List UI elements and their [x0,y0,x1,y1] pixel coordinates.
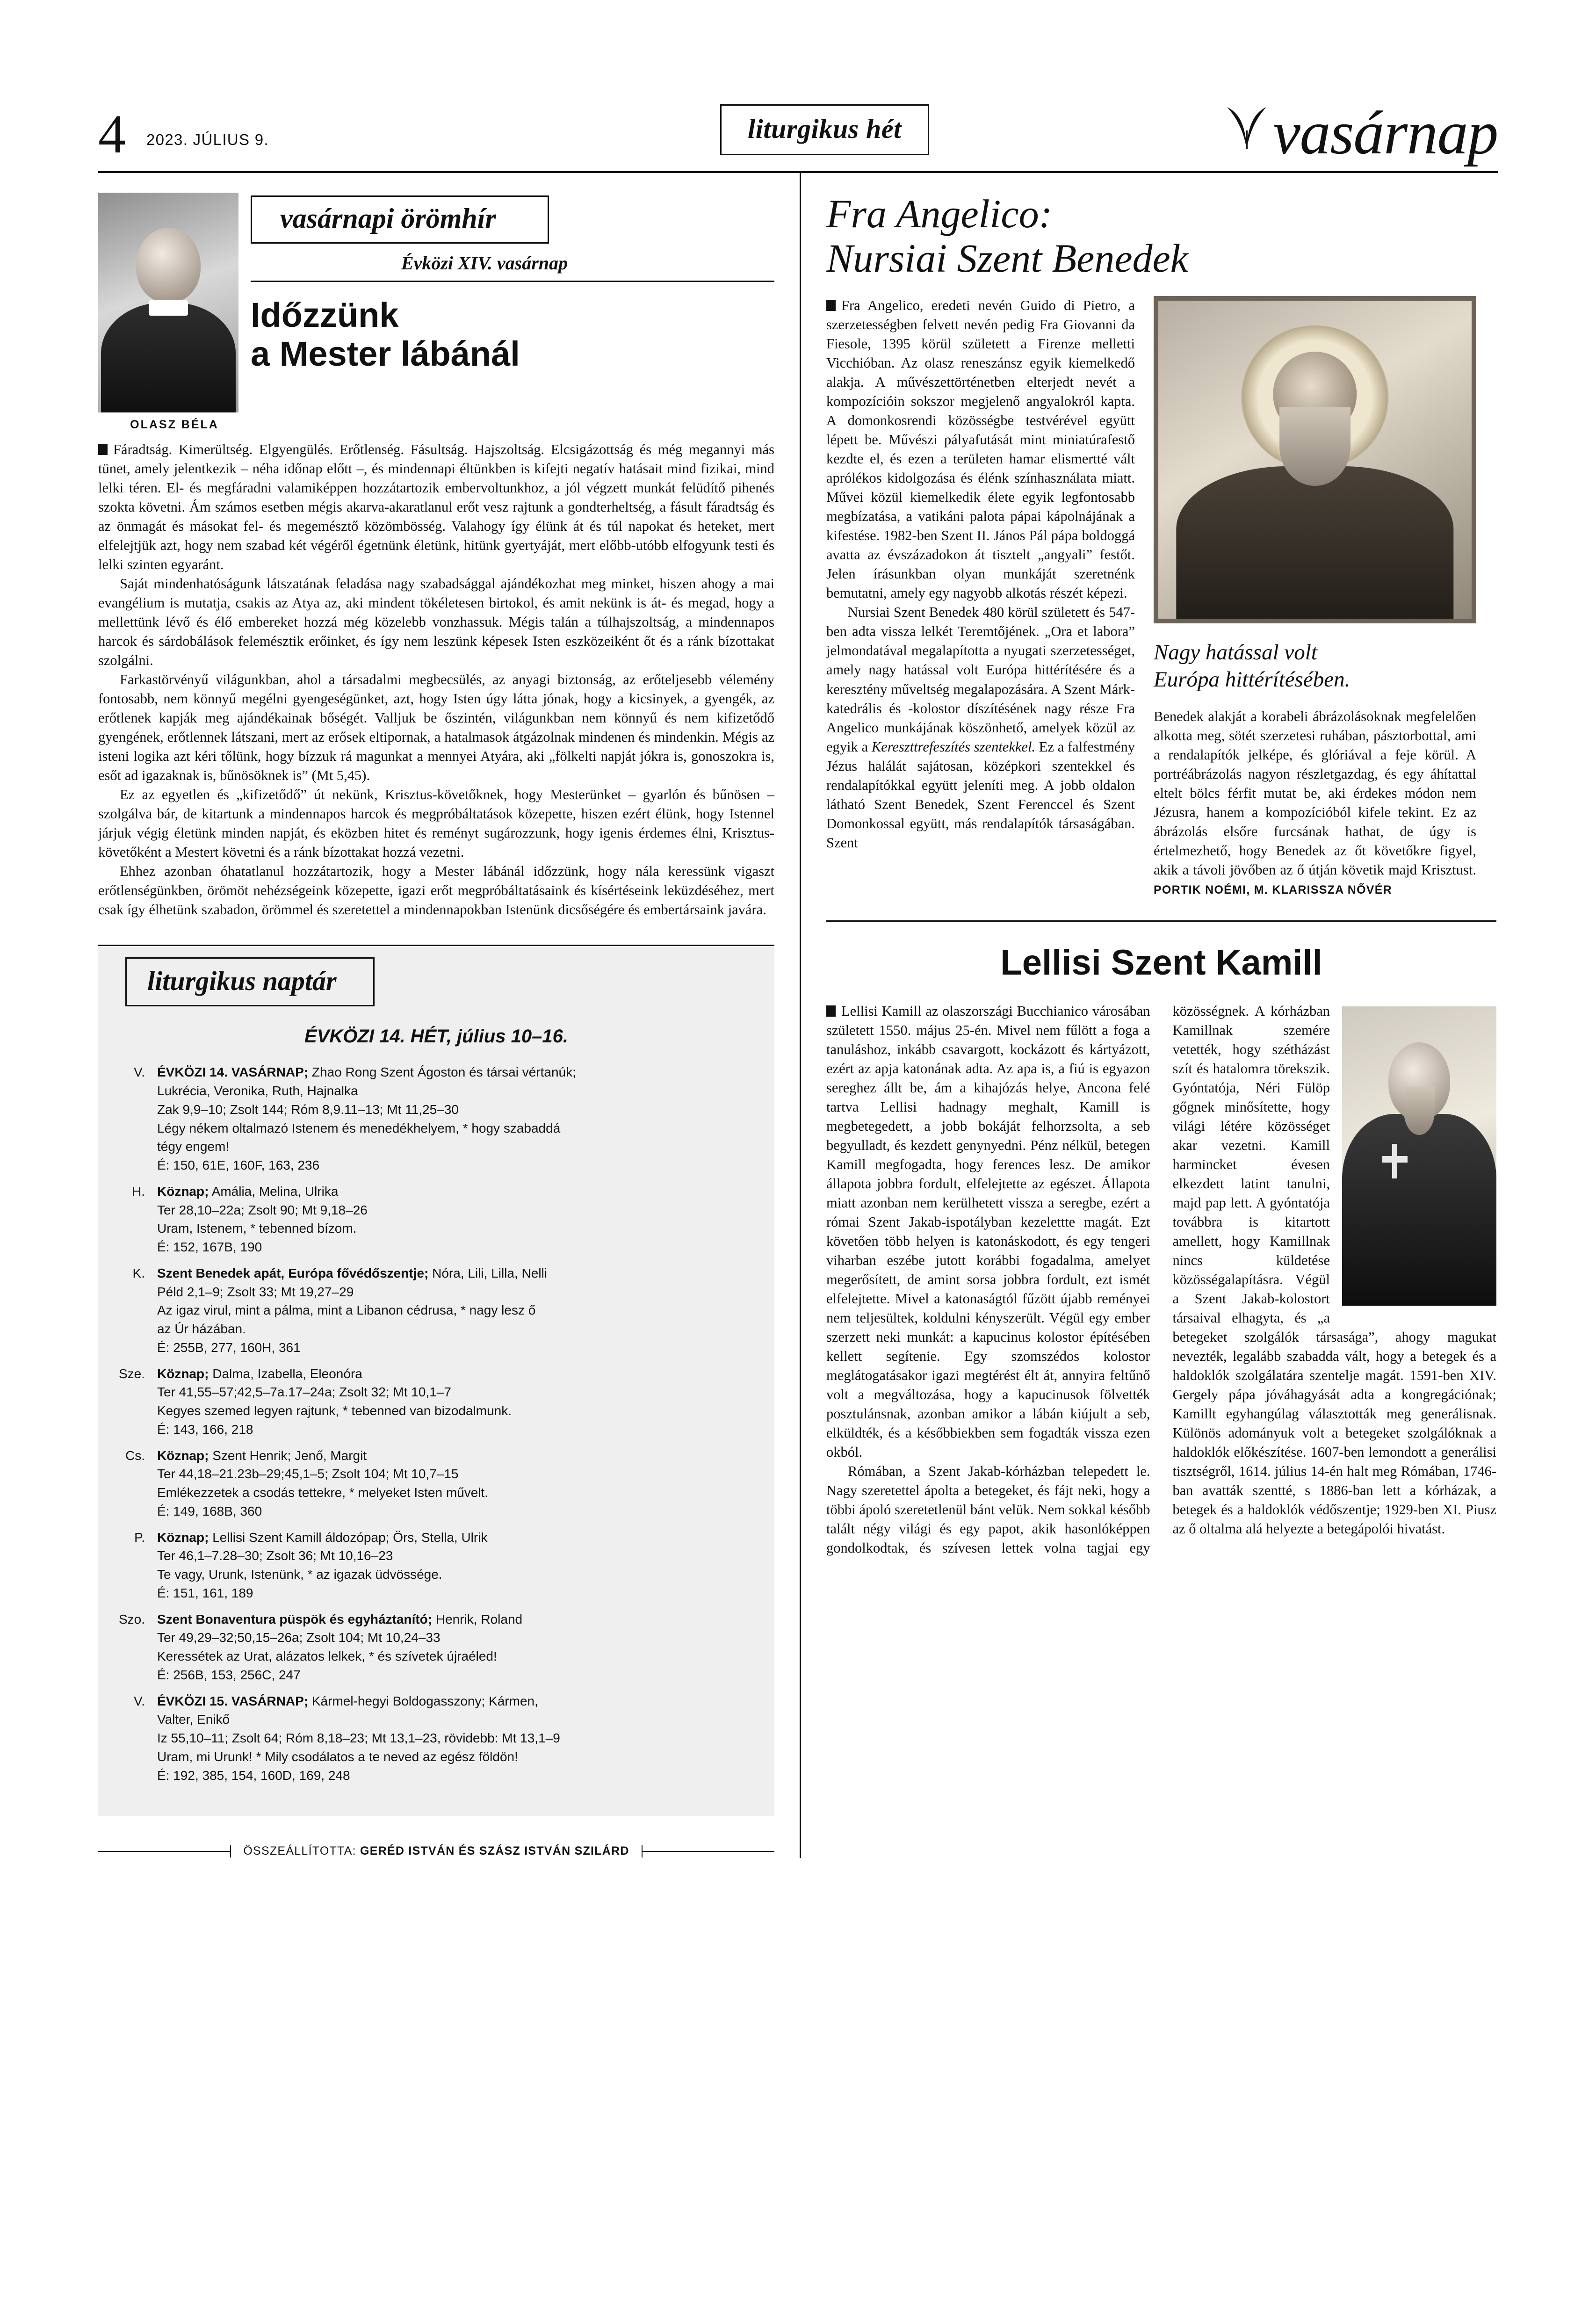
calendar-entry [114,1446,758,1521]
calendar-entry-text: Köznap; Amália, Melina, Ulrika Ter 28,10–22a; Zsolt 90; Mt 9,18–26 Uram, Istenem, * tebenned bízom. É: 152, 167B, 190 [157,1184,368,1255]
section-label: liturgikus hét [720,104,929,155]
fra-text-column [826,296,1154,899]
calendar-day-abbr: H. [132,1184,145,1199]
calendar-entry-text: Szent Benedek apát, Európa fővédőszentje; Nóra, Lili, Lilla, Nelli Péld 2,1–9; Zsolt 33; Mt 19,27–29 Az igaz virul, mint a pálma, mint a Libanon cédrusa, * nagy lesz ő az Úr házában. É: 255B, 277, 160H, 361 [157,1265,547,1355]
author-block [98,193,251,432]
page-folio: 4 [98,103,126,165]
credit-names: GERÉD ISTVÁN ÉS SZÁSZ ISTVÁN SZILÁRD [360,1844,629,1858]
calendar-entry [114,1182,758,1257]
sermon-paragraph: Ez az egyetlen és „kifizetődő” út nekünk, Krisztus-követőknek, hogy Mesterünket – gyarlón és bűnösen – szolgálva bár, de kitartunk a mindennapos harcok és megpróbáltatások közepette, hiszen ezért élünk, hogy Istennel járjuk végig életünk minden napját, és eközben hitet és reményt sugározzunk, hogy igenis érdemes élni, Krisztus-követőként a Mestert követni és a ránk bízottakat hozzá vezetni. [98,787,774,860]
calendar-credit [98,1844,774,1858]
fra-paragraph [826,603,1135,852]
calendar-chip: liturgikus naptár [125,957,375,1006]
right-divider [826,920,1496,922]
sermon-paragraph-text: Fáradtság. Kimerültség. Elgyengülés. Erőtlenség. Fásultság. Hajszoltság. Elcsigázottság és még megannyi más tünet, amely jelentkezik – néha időnap előtt –, és mindennapi éltünkben is kifejti negatív hatásait mind fizikai, mind lelki téren. El- és megfáradni valamiképpen hozzátartozik embervoltunkhoz, a jól végzett munkát felüdítő pihenés szokta követni. Ám számos esetben mégis akarva-akaratlanul erőt vesz rajtunk a gondterheltség, a fásult fáradtság és az önmagát és másokat fel- és megemésztő közömbösség. Valahogy így élünk át és túl napokat és heteket, mert elfelejtjük azt, hogy nem szabad két végéről égetnünk életünk, hitünk gyertyáját, mert előbb-utóbb elfogyunk testi és lelki szinten egyaránt. [98,441,774,573]
calendar-day-abbr: Sze. [118,1366,145,1381]
author-name: OLASZ BÉLA [130,418,219,431]
bullet-square-icon [98,444,108,455]
calendar-entry-text: Köznap; Szent Henrik; Jenő, Margit Ter 44,18–21.23b–29;45,1–5; Zsolt 104; Mt 10,7–15 Emlékezzetek a csodás tettekre, * melyeket Isten művelt. É: 149, 168B, 360 [157,1448,489,1518]
fra-paragraph-text: Nursiai Szent Benedek 480 körül született és 547-ben adta vissza lelkét Teremtőjének. „Ora et labora” jelmondatával megalapította a nyugati szerzetességet, amely nagy hatással volt Európa hittérítésére és a keresztény műveltség megalapozására. A Szent Márk-katedrális és -kolostor díszítésének nagy része Fra Angelico munkájának köszönhető, amelyek közül az egyik a Kereszttrefeszítés szentekkel. Ez a falfestmény Jézus halálát sajátosan, középkori szentekkel és rendalapítókkal együtt jeleníti meg. A jobb oldalon látható Szent Benedek, Szent Ferenccel és Szent Domonkossal együtt, más rendalapítók társaságában. Szent [826,604,1135,851]
calendar-entry [114,1692,758,1785]
calendar-week-label: ÉVKÖZI 14. HÉT, július 10–16. [304,1026,568,1047]
calendar-day-abbr: K. [132,1265,145,1280]
fra-paragraph [1154,707,1476,899]
calendar-entry [114,1365,758,1439]
fra-title-line1: Fra Angelico: [826,191,1053,236]
sunday-label: Évközi XIV. vasárnap [401,253,568,274]
pull-quote-line1: Nagy hatással volt [1154,640,1317,665]
kamill-portrait [1342,1006,1496,1306]
calendar-entry-text: Köznap; Dalma, Izabella, Eleonóra Ter 41,55–57;42,5–7a.17–24a; Zsolt 32; Mt 10,1–7 Kegyes szemed legyen rajtunk, * tebenned van bizodalmunk. É: 143, 166, 218 [157,1366,512,1437]
fra-paragraph-text: Benedek alakját a korabeli ábrázolásoknak megfelelően alkotta meg, sötét szerzetesi ruhában, pásztorbottal, ami a rendalapítók jelképe, és glóriával a feje körül. A portréábrázolás nagyon részletgazdag, és egy áhítattal eltelt bölcs férfit mutat be, aki érdekes módon nem Jézusra, hanem a kompozícióból kifele tekint. Ez az ábrázolás elsőre furcsának hathat, de úgy is értelmezhető, hogy Benedek az őt követőkre figyel, akik a távoli jövőben az ő útján követik majd Krisztust. [1154,708,1476,878]
brand-name: vasárnap [1273,98,1498,167]
sermon-paragraph: Farkastörvényű világunkban, ahol a társadalmi megbecsülés, az anyagi biztonság, az erőteljesebb vélemény fontosabb, nem könnyű megélni gyengeségünket, azt, hogy Isten úgy látta jónak, hogy a kicsinyek, a gyengék, az erőtlenek kapják meg ajándékainak bőségét. Valljuk be őszintén, világunkban nem könnyű és nem kifizetődő gyengének, erőtlennek látszani, mert az erősek eltipornak, a hatalmasok átgázolnak mindenen és mindenkin. Mégis az isteni logika azt kéri tőlünk, hogy bízzuk rá magunkat a mennyei Atyára, aki „fölkelti napját jókra is, gonoszokra is, esőt ad igazaknak is, bűnösöknek is” (Mt 5,45). [98,672,774,784]
pull-quote-line2: Európa hittérítésében. [1154,667,1350,692]
sunday-divider [251,281,774,282]
calendar-entry-text: ÉVKÖZI 14. VASÁRNAP; Zhao Rong Szent Ágoston és társai vértanúk; Lukrécia, Veronika, Ruth, Hajnalka Zak 9,9–10; Zsolt 144; Róm 8,9.11–13; Mt 11,25–30 Légy nékem oltalmazó Istenem és menedékhelyem, * hogy szabaddá tégy engem! É: 150, 61E, 160F, 163, 236 [157,1065,576,1173]
calendar-day-abbr: V. [134,1065,145,1080]
fra-paragraph [826,296,1135,603]
leaf-icon [1225,104,1268,152]
brand-logo [1225,98,1498,167]
kamill-paragraph: Rómában, a Szent Jakab-kórházban telepedett le. Nagy szeretettel ápolta a betegeket, és fájt neki, hogy a többi ápoló szeretetlenül bánt velük. Nem sokkal később talált négy világi és egy papot, akik hasonlóképpen gondolkodtak, és szívesen lettek volna tagjai egy közösségnek. A kórházban Kamillnak szemére vetették, hogy szétházást szít és hatalomra törekszik. Gyóntatója, Néri Fülöp gőgnek minősítette, hogy világi létére közösséget akar vezetni. Kamill harmincket évesen elkezdett latint tanulni, majd pap lett. A gyóntatója továbbra is kitartott amellett, hogy Kamillnak nincs küldetése közösségalapításra. Végül a Szent Jakab-kolostort társaival elhagyta, és „a betegeket szolgálók társasága”, ahogy magukat nevezték, legalább szabadda vált, hogy a betegek és a haldoklók szolgálatára szentelje magát. 1591-ben XIV. Gergely pápa jóváhagyását adta a kongregációnak; Kamillt egyhangúlag választották meg generálisnak. Különös adományuk volt a betegeket szolgálóknak a haldoklók előkészítése. 1607-ben lemondott a generálisi tisztségről, 1614. július 14-én halt meg Rómában, 1746-ban avatták szentté, s 1886-ban lett a kórházak, a betegek és a haldoklók védőszentje; 1929-ben XI. Piusz az ő oltalma alá helyezte a betegápolói hivatást. [826,1003,1496,1556]
fra-angelico-article [826,296,1496,899]
fra-paragraph-text: Fra Angelico, eredeti nevén Guido di Pietro, a szerzetességben felvett nevén pedig Fra Giovanni da Fiesole, 1395 körül született a Firenze melletti Vicchióban. Az olasz reneszánsz egyik kiemelkedő alakja. A művészettörténetben elterjedt nevét a kompozícióin sokszor megjelenő angyalokról kapta. A domonkosrendi közösségbe testvérével együtt lépett be. Művészi pályafutását mint miniatúrafestő kezdte el, és ezen a területen hamar elismertté vált aprólékos kidolgozása és élénk színhasználata miatt. Művei közül kiemelkedik élete egyik legfontosabb megbízatása, a vatikáni palota pápai kápolnájának a kifestése. 1982-ben Szent II. János Pál pápa boldoggá avatta az évszázadokon át tisztelt „angyali” festőt. Jelen írásunkban olyan munkáját szeretnénk bemutatni, amely egy nagyobb alkotás részét képezi. [826,297,1135,601]
calendar-day-abbr: P. [134,1530,145,1545]
credit-prefix: ÖSSZEÁLLÍTOTTA: [243,1844,356,1858]
bullet-square-icon [826,300,836,311]
fra-signature: PORTIK NOÉMI, M. KLARISSZA NŐVÉR [1154,883,1392,896]
issue-date: 2023. JÚLIUS 9. [146,131,269,148]
author-photo [98,193,238,412]
fra-angelico-title [826,192,1496,280]
sermon-paragraph: Ehhez azonban óhatatlanul hozzátartozik, hogy a Mester lábánál időzzünk, hogy nála keressünk vigaszt erőtlenségünkben, örömöt nehézségeink közepette, igazi erőt megpróbáltatásaink és kísértéseink leküzdéséhez, mert csak így élhetünk szabadon, örömmel és szeretettel a mindennapokban Istenünk dicsőségére és embertársaink javára. [98,863,774,918]
sermon-body [98,440,774,919]
kamill-paragraph [826,1002,1150,1462]
calendar-entry [114,1264,758,1357]
sermon-paragraph: Saját mindenhatóságunk látszatának feladása nagy szabadsággal ajándékozhat meg minket, hiszen ahogy a mai evangélium is mutatja, csakis az Atya az, aki mindent tökéletesen birtokol, és amit nekünk is át- és megad, hogy a mellettünk lévő és élő embereket hozzá még közelebb vonzhassuk. Mégis talán a túlhajszoltság, a mindennapos harcok és sárdobálások felemésztik erőinket, és így nem leszünk képesek Isten eszközeiként őt és a ránk bízottakat szolgálni. [98,576,774,669]
fra-aside-text [1154,707,1476,899]
calendar-entries [114,1063,758,1785]
calendar-entry-text: Köznap; Lellisi Szent Kamill áldozópap; Örs, Stella, Ulrik Ter 46,1–7.28–30; Zsolt 36; Mt 10,16–23 Te vagy, Urunk, Istenünk, * az igazak üdvössége. É: 151, 161, 189 [157,1530,488,1600]
benedek-painting [1154,296,1476,623]
calendar-entry [114,1063,758,1175]
sermon-paragraph [98,440,774,574]
fra-aside-column [1154,296,1476,899]
calendar-entry-text: Szent Bonaventura püspök és egyháztanító; Henrik, Roland Ter 49,29–32;50,15–26a; Zsolt 104; Mt 10,24–33 Keressétek az Urat, alázatos lelkek, * és szívetek újraéled! É: 256B, 153, 256C, 247 [157,1612,523,1682]
calendar-day-abbr: Szo. [118,1612,145,1626]
oromhir-header [98,193,774,432]
sermon-title-line2: a Mester lábánál [251,334,520,373]
kamill-article [826,1002,1496,1558]
calendar-entry-text: ÉVKÖZI 15. VASÁRNAP; Kármel-hegyi Boldogasszony; Kármen, Valter, Enikő Iz 55,10–11; Zsolt 64; Róm 8,18–23; Mt 13,1–23, rövidebb: Mt 13,1–9 Uram, mi Urunk! * Mily csodálatos a te neved az egész földön! É: 192, 385, 154, 160D, 169, 248 [157,1693,560,1783]
calendar-entry [114,1610,758,1684]
liturgical-calendar [98,945,774,1816]
calendar-day-abbr: V. [134,1693,145,1708]
masthead [98,70,1498,167]
calendar-day-abbr: Cs. [125,1448,145,1463]
kamill-title: Lellisi Szent Kamill [1000,943,1322,983]
bullet-square-icon [826,1005,836,1017]
oromhir-heading-block [251,193,774,374]
calendar-entry [114,1528,758,1603]
right-column [800,173,1496,1858]
left-column [98,173,800,1858]
page-body [98,173,1498,1858]
oromhir-chip: vasárnapi örömhír [251,195,549,244]
fra-pull-quote [1154,639,1476,693]
sermon-title-line1: Időzzünk [251,296,399,334]
fra-title-line2: Nursiai Szent Benedek [826,235,1188,281]
sermon-title [251,296,774,374]
kamill-paragraph-text: Lellisi Kamill az olaszországi Bucchianico városában született 1550. május 25-én. Mivel nem fűlött a foga a tanuláshoz, inkább csavargott, kockázott és kártyázott, ezért az apja katonának adta. Az apa is, a fiú is egyazon sereghez állt be, ám a kihajózás helye, Ancona felé tartva Lellisi hadnagy meghalt, Kamill is megbetegedett, a jobb bokáját felhorzsolta, a seb begyulladt, és kezdett genynyedni. Pénz nélkül, betegen Kamill megfogadta, hogy ferences lesz. De amikor állapota jobbra fordult, elfelejtette az egészet. Állapota miatt azonban nem kerülhetett vissza a seregbe, ezért a római Szent Jakab-ispotályban kezelettte magát. Ezt követően több helyen is katonáskodott, és egy tengeri viharban eszébe jutott korábbi fogadalma, amelyet megerősített, de amint sorsa jobbra fordult, ezt ismét elfelejtette. Mivel a katonaságtól fűzött újabb reményei nem teljesültek, koldulni kényszerült. Végül egy ember szerzett neki munkát: a kapucinus kolostor építésében kellett segítenie. Egy szomszédos kolostor meglátogatásakor igazi megtérést élt át, annyira feltűnő volt a megváltozása, hogy a kapucinusok fölvették posztulánsnak, azonban amikor a lábán kiújult a seb, elküldték, és a későbbiekben sem fogadták vissza ezen okból. [826,1003,1150,1460]
